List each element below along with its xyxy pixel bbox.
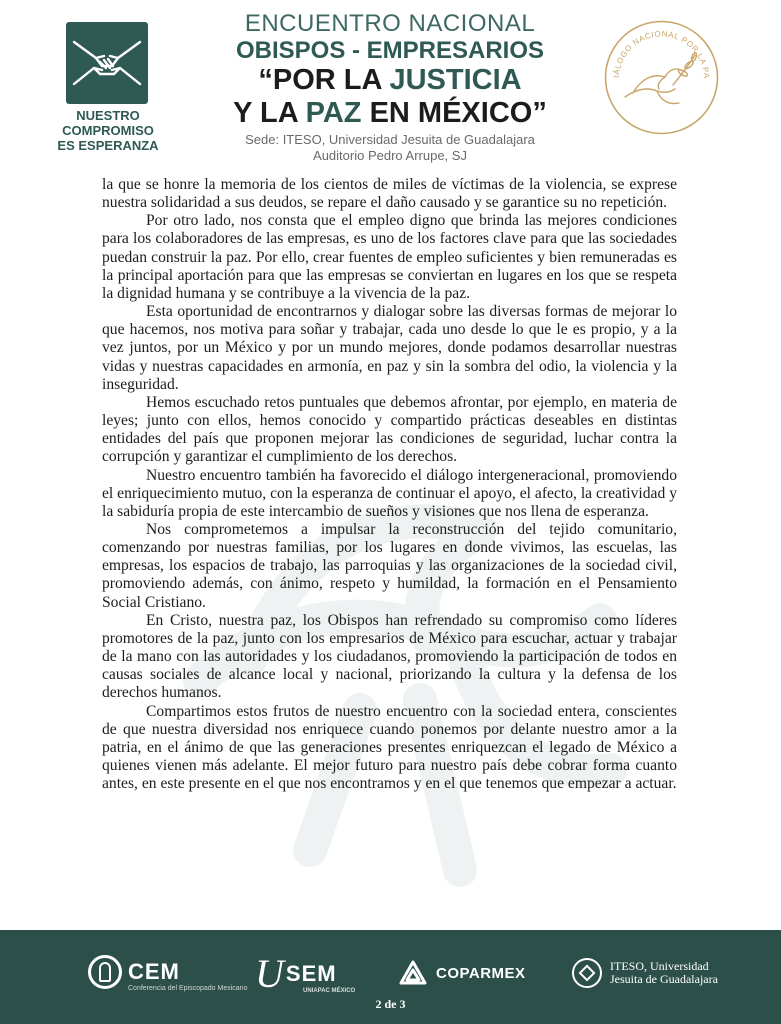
venue-line-2: Auditorio Pedro Arrupe, SJ (313, 148, 467, 163)
svg-text:DIÁLOGO NACIONAL POR LA PAZ (603, 19, 711, 79)
logo-line-1: NUESTRO (76, 108, 140, 123)
paragraph: Por otro lado, nos consta que el empleo digno que brinda las mejores condiciones para los colaboradores de las empresas, es uno de los factores clave para que las sociedades puedan construir la paz. Por ello, crear fuentes de empleo suficientes y bien remuneradas es la principal aportación para que las empresas se conviertan en lugares en los que se respeta la dignidad humana y se contribuye a la vivencia de la paz. (102, 212, 677, 302)
paragraph: la que se honre la memoria de los cientos de miles de víctimas de la violencia, se exprese nuestra solidaridad a sus deudos, se repare el daño causado y se garantice su no repetición. (102, 176, 677, 212)
motto-paz: PAZ (305, 97, 362, 129)
event-header (215, 10, 565, 164)
nuestro-compromiso-logo (66, 22, 148, 104)
nuestro-compromiso-wordmark (40, 108, 176, 153)
usem-subtitle: UNIAPAC MÉXICO (303, 988, 356, 994)
cem-subtitle: Conferencia del Episcopado Mexicano (128, 985, 248, 992)
motto-line-2-open: Y LA (233, 97, 306, 129)
usem-u-mark: U (255, 951, 284, 996)
page-number: 2 de 3 (375, 997, 406, 1011)
motto-line-1 (215, 64, 565, 97)
motto-line-2 (215, 97, 565, 130)
cem-logo (88, 955, 248, 992)
motto-line-1-open: “POR LA (258, 64, 390, 96)
motto-line-2-close: EN MÉXICO” (361, 97, 547, 129)
paragraph: Nos comprometemos a impulsar la reconstrucción del tejido comunitario, comenzando por nuestras familias, por los lugares en donde vivimos, las escuelas, las empresas, los espacios de trabajo, las parroquias y las organizaciones de la sociedad civil, promoviendo además, con ánimo, respeto y humildad, la formación en el Pensamiento Social Cristiano. (102, 520, 677, 611)
coparmex-logo (398, 959, 526, 987)
cem-logo-icon (88, 955, 122, 989)
dialogo-nacional-seal (603, 19, 720, 136)
event-subtitle: OBISPOS - EMPRESARIOS (235, 37, 545, 64)
iteso-line-1: ITESO, Universidad (610, 959, 709, 973)
paragraph: Nuestro encuentro también ha favorecido el diálogo intergeneracional, promoviendo el enriquecimiento mutuo, con la esperanza de continuar el apoyo, el afecto, la creatividad y la sabiduría propia de este intercambio de sueños y visiones que nos llena de esperanza. (102, 466, 677, 520)
motto-justicia: JUSTICIA (389, 64, 522, 96)
cem-name: CEM (128, 959, 180, 984)
logo-line-3-highlight: ESPERANZA (78, 138, 159, 153)
event-title: ENCUENTRO NACIONAL (244, 10, 536, 37)
paragraph: Esta oportunidad de encontrarnos y dialogar sobre las diversas formas de mejorar lo que hacemos, nos motiva para soñar y trabajar, cada uno desde lo que le es propio, y a la vez juntos, por un México y por un mundo mejores, donde podamos desarrollar nuestras vidas y nuestras capacidades en armonía, en paz y sin la sombra del odio, la violencia y la inseguridad. (102, 303, 677, 393)
usem-name: SEM (285, 961, 337, 986)
clasped-hands-icon (66, 22, 148, 104)
usem-logo (255, 951, 356, 996)
coparmex-logo-icon (398, 959, 428, 987)
iteso-seal-icon (572, 958, 602, 988)
dove-with-olive-branch-icon (603, 19, 720, 136)
seal-text: IÁLOGO NACIONAL POR LA PA (611, 29, 712, 80)
logo-line-3-prefix: ES (57, 138, 79, 153)
paragraph: Compartimos estos frutos de nuestro encuentro con la sociedad entera, conscientes de que nuestra diversidad nos enriquece cuando ponemos por delante nuestro amor a la patria, en el ánimo de que las generaciones presentes enriquezcan el legado de México a quienes vienen más adelante. El mejor futuro para nuestro país debe cobrar forma cuanto antes, en este presente en el que nos encontramos y en el que tenemos que empezar a actuar. (102, 702, 677, 793)
logo-line-3 (40, 138, 176, 153)
paragraph: En Cristo, nuestra paz, los Obispos han refrendado su compromiso como líderes promotores de la paz, junto con los empresarios de México para escuchar, actuar y trabajar de la mano con las autoridades y los ciudadanos, promoviendo la participación de todos en causas sociales de alcance local y nacional, priorizando la cultura y la defensa de los derechos humanos. (102, 611, 677, 702)
coparmex-name: COPARMEX (436, 964, 526, 982)
iteso-logo (572, 958, 718, 988)
iteso-line-2: Jesuita de Guadalajara (610, 972, 718, 986)
venue-line-1: Sede: ITESO, Universidad Jesuita de Guadalajara (245, 132, 535, 147)
paragraph: Hemos escuchado retos puntuales que debemos afrontar, por ejemplo, en materia de leyes; junto con ellos, hemos conocido y compartido prácticas deseables en distintas entidades del país que proponen mejorar las condiciones de seguridad, luchar contra la corrupción y garantizar el cumplimiento de los derechos. (102, 393, 677, 466)
letter-body (102, 176, 677, 793)
logo-line-2: COMPROMISO (62, 123, 154, 138)
